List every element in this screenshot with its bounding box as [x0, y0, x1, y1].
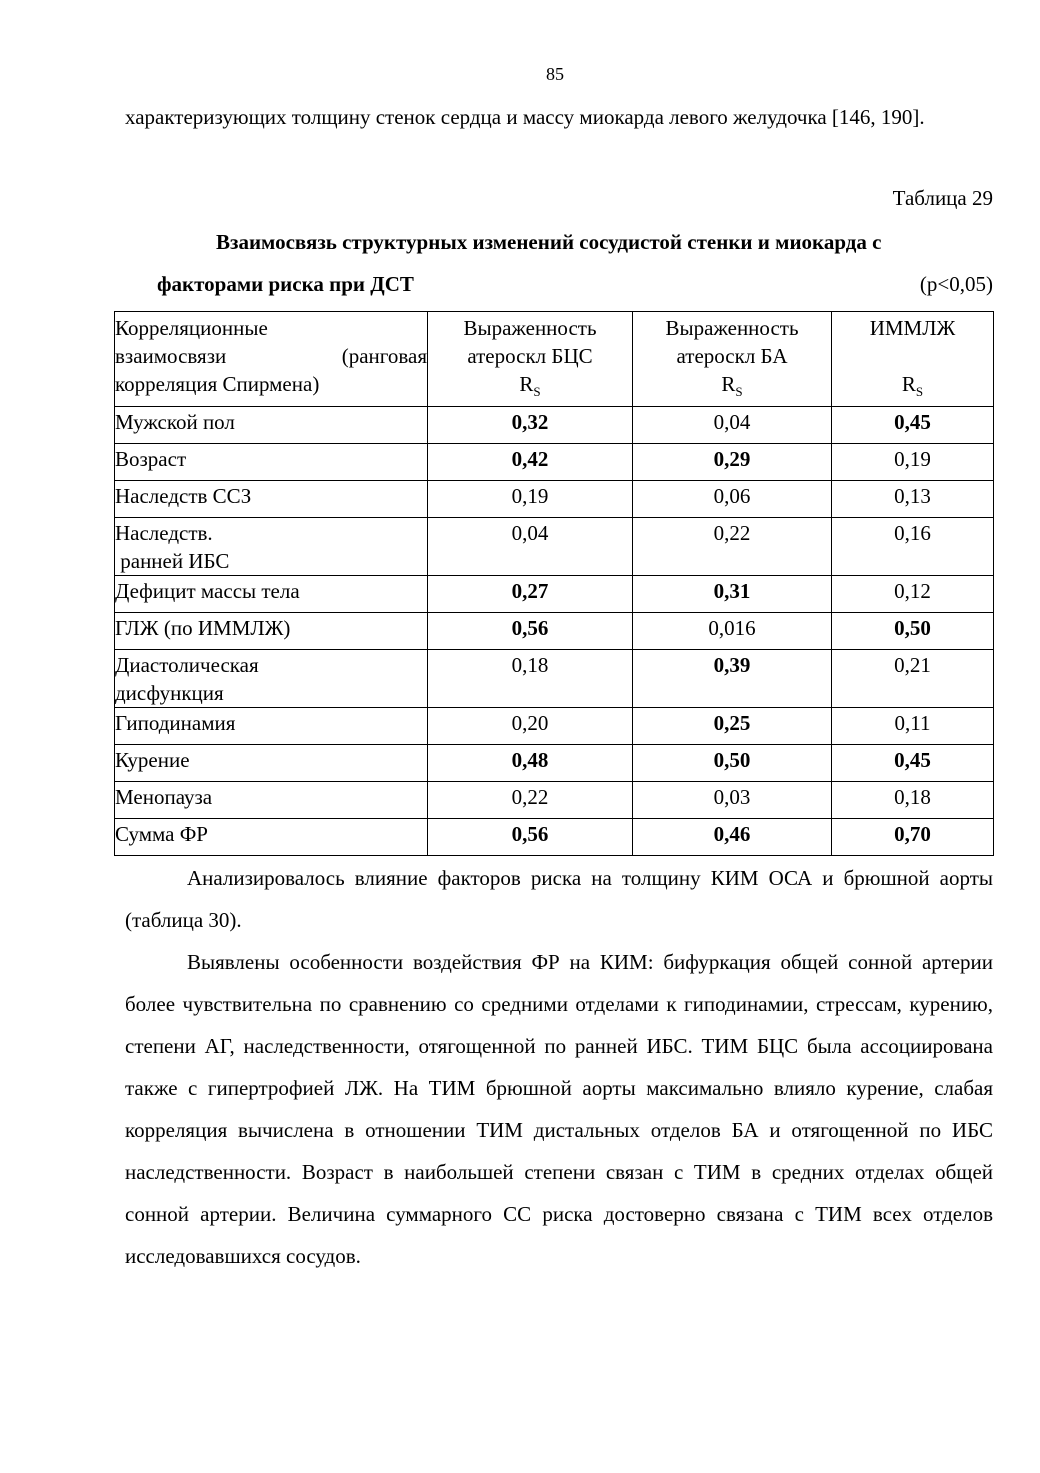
header-col1-rs: $R_S$	[519, 372, 541, 400]
value-cell: 0,27	[428, 576, 633, 613]
row-label: Сумма ФР	[115, 819, 428, 856]
value-cell: 0,56	[428, 819, 633, 856]
table-label: Таблица 29	[892, 186, 993, 210]
header-col0-line2b: (ранговая	[341, 344, 427, 368]
header-lvmi	[832, 312, 994, 407]
value-cell: 0,16	[832, 518, 994, 576]
row-label: Мужской пол	[115, 407, 428, 444]
header-col2-line1: Выраженность	[665, 316, 799, 340]
value-cell: 0,29	[633, 444, 832, 481]
value-cell: 0,06	[633, 481, 832, 518]
row-label: Курение	[115, 745, 428, 782]
table-row	[115, 708, 994, 745]
value-cell: 0,016	[633, 613, 832, 650]
row-label: Диастолическая дисфункция	[115, 650, 428, 708]
header-col3-line1: ИММЛЖ	[869, 316, 956, 340]
value-cell: 0,39	[633, 650, 832, 708]
value-cell: 0,22	[428, 782, 633, 819]
header-col1-line2: атероскл БЦС	[467, 344, 593, 368]
row-label: Наследств ССЗ	[115, 481, 428, 518]
header-col2-line2: атероскл БА	[676, 344, 788, 368]
table-caption-line-2: факторами риска при ДСТ	[157, 272, 414, 296]
value-cell: 0,32	[428, 407, 633, 444]
table-row	[115, 782, 994, 819]
header-col0-line2a: взаимосвязи	[115, 344, 227, 368]
table-row	[115, 444, 994, 481]
value-cell: 0,45	[832, 745, 994, 782]
correlation-table	[114, 311, 994, 856]
header-col3-rs: $R_S$	[901, 372, 924, 400]
value-cell: 0,25	[633, 708, 832, 745]
header-col0-line1: Корреляционные	[115, 316, 268, 340]
row-label: Дефицит массы тела	[115, 576, 428, 613]
value-cell: 0,03	[633, 782, 832, 819]
table-row	[115, 819, 994, 856]
value-cell: 0,19	[428, 481, 633, 518]
value-cell: 0,18	[832, 782, 994, 819]
table-row	[115, 613, 994, 650]
value-cell: 0,21	[832, 650, 994, 708]
value-cell: 0,70	[832, 819, 994, 856]
table-row	[115, 518, 994, 576]
header-col0-line2	[115, 342, 427, 370]
row-label: Менопауза	[115, 782, 428, 819]
page-number: 85	[546, 64, 564, 84]
header-col2-rs: $R_S$	[721, 372, 743, 400]
value-cell: 0,56	[428, 613, 633, 650]
value-cell: 0,04	[633, 407, 832, 444]
value-cell: 0,50	[832, 613, 994, 650]
value-cell: 0,18	[428, 650, 633, 708]
value-cell: 0,12	[832, 576, 994, 613]
value-cell: 0,50	[633, 745, 832, 782]
table-row	[115, 745, 994, 782]
header-atherosclerosis-bcs	[428, 312, 633, 407]
table-caption-line-1: Взаимосвязь структурных изменений сосудистой стенки и миокарда с	[216, 230, 882, 254]
value-cell: 0,20	[428, 708, 633, 745]
value-cell: 0,45	[832, 407, 994, 444]
value-cell: 0,13	[832, 481, 994, 518]
value-cell: 0,46	[633, 819, 832, 856]
header-correlations	[115, 312, 428, 407]
body-paragraph-2: Выявлены особенности воздействия ФР на КИМ: бифуркация общей сонной артерии более чувствительна по сравнению со средними отделами к гиподинамии, стрессам, курению, степени АГ, наследственности, отягощенной по ранней ИБС. ТИМ БЦС была ассоциирована также с гипертрофией ЛЖ. На ТИМ брюшной аорты максимально влияло курение, слабая корреляция вычислена в отношении ТИМ дистальных отделов БА и отягощенной по ИБС наследственности. Возраст в наибольшей степени связан с ТИМ в средних отделах общей сонной артерии. Величина суммарного СС риска достоверно связана с ТИМ всех отделов исследовавшихся сосудов.	[125, 950, 993, 1268]
value-cell: 0,42	[428, 444, 633, 481]
table-header-row	[115, 312, 994, 407]
value-cell: 0,19	[832, 444, 994, 481]
row-label: Наследств. ранней ИБС	[115, 518, 428, 576]
value-cell: 0,22	[633, 518, 832, 576]
header-col0-line3: корреляция Спирмена)	[115, 372, 320, 396]
table-row	[115, 407, 994, 444]
table-row	[115, 650, 994, 708]
row-label: Возраст	[115, 444, 428, 481]
body-paragraph-1: Анализировалось влияние факторов риска на толщину КИМ ОСА и брюшной аорты (таблица 30).	[125, 866, 993, 932]
value-cell: 0,48	[428, 745, 633, 782]
significance-note: (p<0,05)	[919, 272, 993, 296]
value-cell: 0,11	[832, 708, 994, 745]
value-cell: 0,04	[428, 518, 633, 576]
row-label: ГЛЖ (по ИММЛЖ)	[115, 613, 428, 650]
table-row	[115, 481, 994, 518]
table-row	[115, 576, 994, 613]
header-atherosclerosis-ba	[633, 312, 832, 407]
intro-paragraph: характеризующих толщину стенок сердца и массу миокарда левого желудочка [146, 190].	[125, 105, 925, 129]
value-cell: 0,31	[633, 576, 832, 613]
header-col1-line1: Выраженность	[463, 316, 597, 340]
row-label: Гиподинамия	[115, 708, 428, 745]
